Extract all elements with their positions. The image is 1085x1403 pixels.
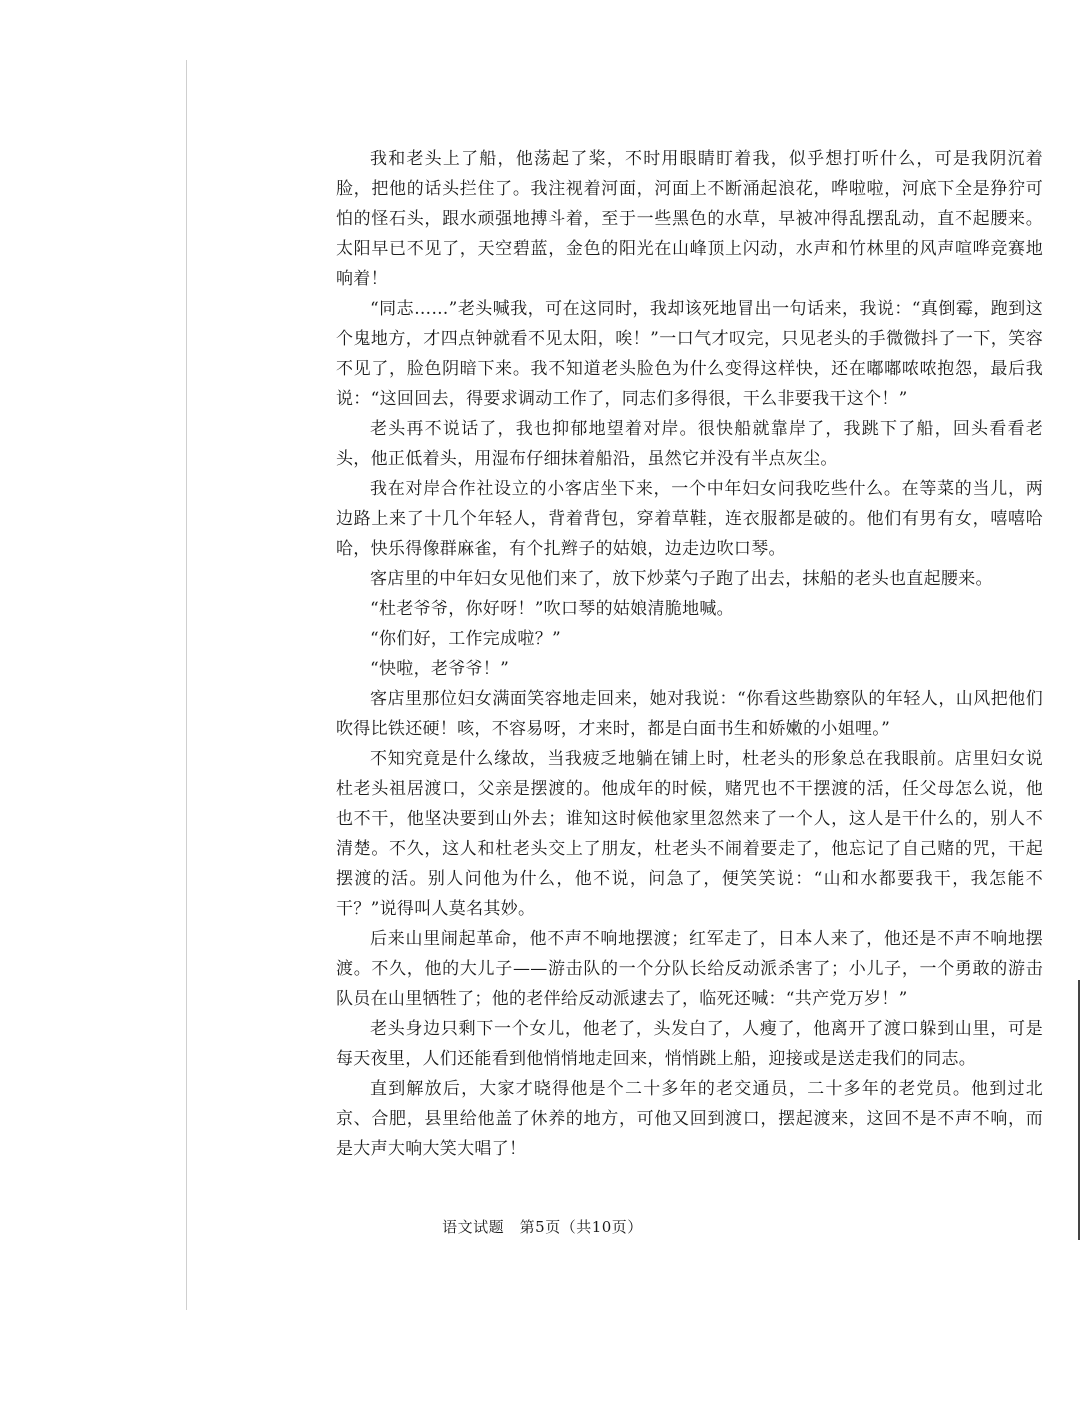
- page-footer: 语文试题 第5页（共10页）: [442, 1218, 643, 1236]
- paragraph: 不知究竟是什么缘故，当我疲乏地躺在铺上时，杜老头的形象总在我眼前。店里妇女说杜老头祖居渡口，父亲是摆渡的。他成年的时候，赌咒也不干摆渡的活，任父母怎么说，他也不干，他坚决要到山外去；谁知这时候他家里忽然来了一个人，这人是干什么的，别人不清楚。不久，这人和杜老头交上了朋友，杜老头不闹着要走了，他忘记了自己赌的咒，干起摆渡的活。别人问他为什么，他不说，问急了，便笑笑说：“山和水都要我干，我怎能不干？”说得叫人莫名其妙。: [336, 749, 1043, 919]
- reading-passage: [336, 144, 1043, 1164]
- paragraph: 后来山里闹起革命，他不声不响地摆渡；红军走了，日本人来了，他还是不声不响地摆渡。不久，他的大儿子——游击队的一个分队长给反动派杀害了；小儿子，一个勇敢的游击队员在山里牺牲了；他的老伴给反动派逮去了，临死还喊：“共产党万岁！”: [336, 929, 1043, 1009]
- paragraph: “杜老爷爷，你好呀！”吹口琴的姑娘清脆地喊。: [370, 599, 734, 619]
- scan-edge-line: [1078, 980, 1080, 1240]
- paragraph: 我在对岸合作社设立的小客店坐下来，一个中年妇女问我吃些什么。在等菜的当儿，两边路上来了十几个年轻人，背着背包，穿着草鞋，连衣服都是破的。他们有男有女，嘻嘻哈哈，快乐得像群麻雀，有个扎辫子的姑娘，边走边吹口琴。: [336, 479, 1043, 559]
- paragraph: 老头再不说话了，我也抑郁地望着对岸。很快船就靠岸了，我跳下了船，回头看看老头，他正低着头，用湿布仔细抹着船沿，虽然它并没有半点灰尘。: [336, 419, 1043, 469]
- paragraph: 客店里那位妇女满面笑容地走回来，她对我说：“你看这些勘察队的年轻人，山风把他们吹得比铁还硬！咳，不容易呀，才来时，都是白面书生和娇嫩的小姐哩。”: [336, 689, 1043, 739]
- page-margin-line: [186, 60, 187, 1310]
- paragraph: “你们好，工作完成啦？”: [370, 629, 561, 649]
- paragraph: 老头身边只剩下一个女儿，他老了，头发白了，人瘦了，他离开了渡口躲到山里，可是每天夜里，人们还能看到他悄悄地走回来，悄悄跳上船，迎接或是送走我们的同志。: [336, 1019, 1043, 1069]
- paragraph: “快啦，老爷爷！”: [370, 659, 510, 679]
- paragraph: 客店里的中年妇女见他们来了，放下炒菜勺子跑了出去，抹船的老头也直起腰来。: [370, 569, 993, 589]
- paragraph: “同志……”老头喊我，可在这同时，我却该死地冒出一句话来，我说：“真倒霉，跑到这个鬼地方，才四点钟就看不见太阳，唉！”一口气才叹完，只见老头的手微微抖了一下，笑容不见了，脸色阴暗下来。我不知道老头脸色为什么变得这样快，还在嘟嘟哝哝抱怨，最后我说：“这回回去，得要求调动工作了，同志们多得很，干么非要我干这个！”: [336, 299, 1043, 409]
- paragraph: 直到解放后，大家才晓得他是个二十多年的老交通员，二十多年的老党员。他到过北京、合肥，县里给他盖了休养的地方，可他又回到渡口，摆起渡来，这回不是不声不响，而是大声大响大笑大唱了！: [336, 1079, 1043, 1159]
- paragraph: 我和老头上了船，他荡起了桨，不时用眼睛盯着我，似乎想打听什么，可是我阴沉着脸，把他的话头拦住了。我注视着河面，河面上不断涌起浪花，哗啦啦，河底下全是狰狞可怕的怪石头，跟水顽强地搏斗着，至于一些黑色的水草，早被冲得乱摆乱动，直不起腰来。太阳早已不见了，天空碧蓝，金色的阳光在山峰顶上闪动，水声和竹林里的风声喧哗竞赛地响着！: [336, 149, 1043, 289]
